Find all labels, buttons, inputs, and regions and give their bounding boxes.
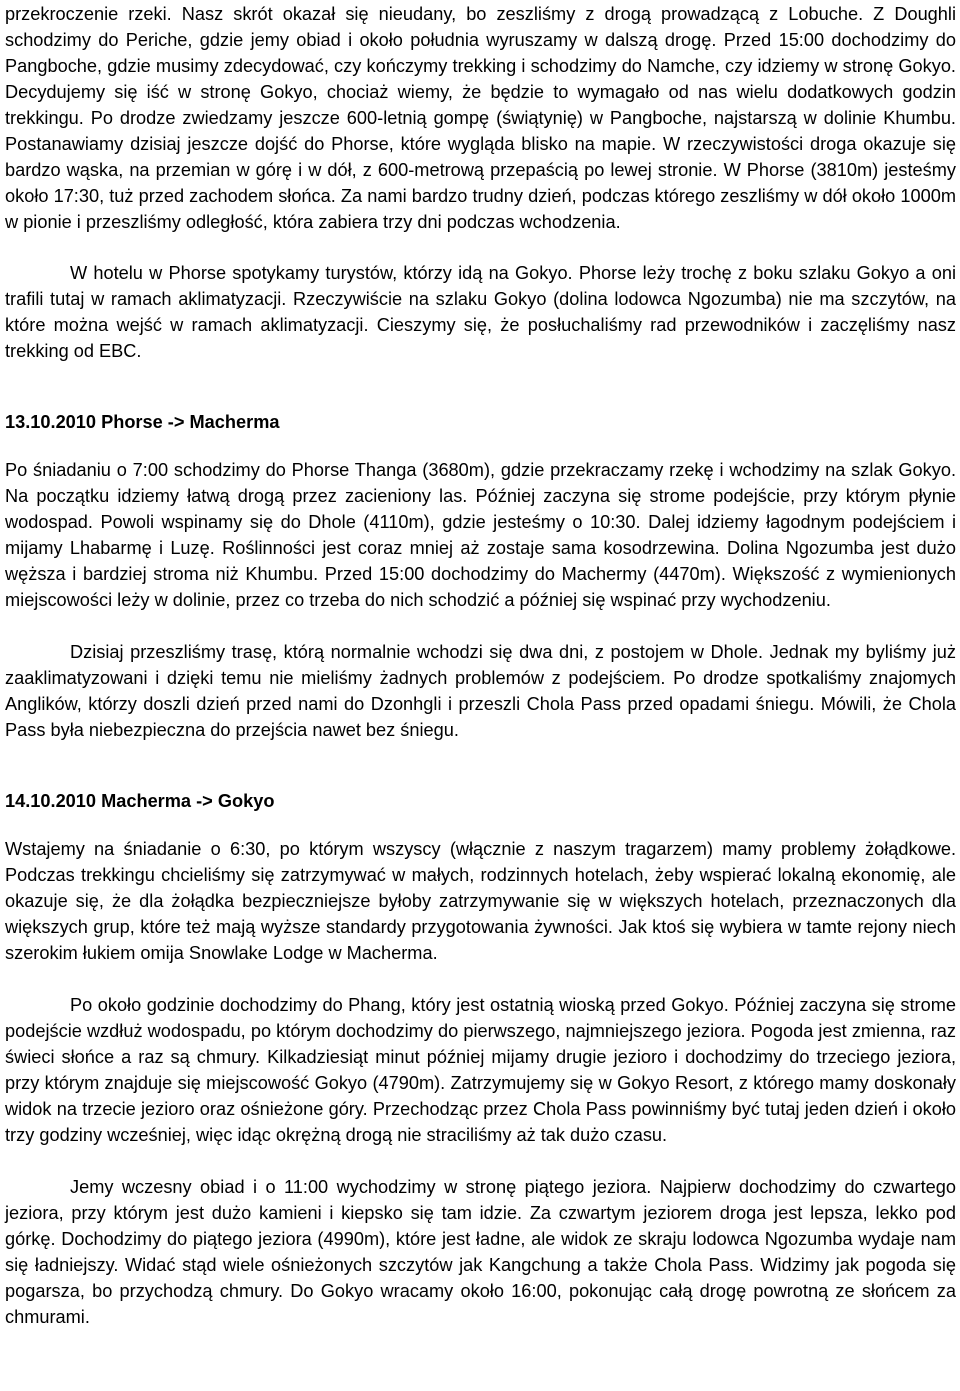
section-heading-13-10-2010: 13.10.2010 Phorse -> Macherma xyxy=(5,412,280,432)
paragraph-14-10-breakfast: Wstajemy na śniadanie o 6:30, po którym wszyscy (włącznie z naszym tragarzem) mamy problemy żołądkowe. Podczas trekkingu chcieliśmy się zatrzymywać w małych, rodzinnych hotelach, żeby wspierać lokalną ekonomię, ale okazuje się, że dla żołądka bezpieczniejsze byłoby zatrzymywanie się w większych hotelach, przeznaczonych dla większych grup, które też mają wyższe standardy przygotowania żywności. Jak ktoś się wybiera w tamte rejony niech szerokim łukiem omija Snowlake Lodge w Macherma. xyxy=(5,839,956,963)
section-heading-14-10-2010: 14.10.2010 Macherma -> Gokyo xyxy=(5,791,275,811)
paragraph-14-10-fifth-lake: Jemy wczesny obiad i o 11:00 wychodzimy w stronę piątego jeziora. Najpierw dochodzimy do czwartego jeziora, przy którym jest dużo kamieni i kiepsko się tam idzie. Za czwartym jeziorem droga jest lepsza, lekko pod górkę. Dochodzimy do piątego jeziora (4990m), które jest ładne, ale widok ze skraju lodowca Ngozumba wydaje nam się ładniejszy. Widać stąd wiele ośnieżonych szczytów jak Kangchung a także Chola Pass. Widzimy jak pogoda się pogarsza, bo przychodzą chmury. Do Gokyo wracamy około 16:00, pokonując całą drogę powrotną ze słońcem za chmurami. xyxy=(5,1177,956,1327)
paragraph-14-10-gokyo: Po około godzinie dochodzimy do Phang, który jest ostatnią wioską przed Gokyo. Później zaczyna się strome podejście wzdłuż wodospadu, po którym dochodzimy do pierwszego, najmniejszego jeziora. Pogoda jest zmienna, raz świeci słońce a raz są chmury. Kilkadziesiąt minut później mijamy drugie jezioro i dochodzimy do trzeciego jeziora, przy którym znajduje się miejscowość Gokyo (4790m). Zatrzymujemy się w Gokyo Resort, z którego mamy doskonały widok na trzecie jezioro oraz ośnieżone góry. Przechodząc przez Chola Pass powinniśmy być tutaj jeden dzień i około trzy godziny wcześniej, więc idąc okrężną drogą nie straciliśmy aż tak dużo czasu. xyxy=(5,995,956,1145)
paragraph-continuation: przekroczenie rzeki. Nasz skrót okazał się nieudany, bo zeszliśmy z drogą prowadzącą z Lobuche. Z Doughli schodzimy do Periche, gdzie jemy obiad i około południa wyruszamy w dalszą drogę. Przed 15:00 dochodzimy do Pangboche, gdzie musimy zdecydować, czy kończymy trekking i schodzimy do Namche, czy idziemy w stronę Gokyo. Decydujemy się iść w stronę Gokyo, chociaż wiemy, że będzie to wymagało od nas wielu dodatkowych godzin trekkingu. Po drodze zwiedzamy jeszcze 600-letnią gompę (świątynię) w Pangboche, najstarszą w dolinie Khumbu. Postanawiamy dzisiaj jeszcze dojść do Phorse, które wygląda blisko na mapie. W rzeczywistości droga okazuje się bardzo wąska, na przemian w górę i w dół, z 600-metrową przepaścią po lewej stronie. W Phorse (3810m) jesteśmy około 17:30, tuż przed zachodem słońca. Za nami bardzo trudny dzień, podczas którego zeszliśmy w dół około 1000m w pionie i przeszliśmy odległość, która zabiera trzy dni podczas wchodzenia. xyxy=(5,4,956,232)
paragraph-hotel-phorse: W hotelu w Phorse spotykamy turystów, którzy idą na Gokyo. Phorse leży trochę z boku szlaku Gokyo a oni trafili tutaj w ramach aklimatyzacji. Rzeczywiście na szlaku Gokyo (dolina lodowca Ngozumba) nie ma szczytów, na które można wejść w ramach aklimatyzacji. Cieszymy się, że posłuchaliśmy rad przewodników i zaczęliśmy nasz trekking od EBC. xyxy=(5,263,956,361)
document-page xyxy=(5,0,956,1330)
paragraph-13-10-summary: Dzisiaj przeszliśmy trasę, którą normalnie wchodzi się dwa dni, z postojem w Dhole. Jednak my byliśmy już zaaklimatyzowani i dzięki temu nie mieliśmy żadnych problemów z podejściem. Po drodze spotkaliśmy znajomych Anglików, którzy doszli dzień przed nami do Dzonhgli i przeszli Chola Pass przed opadami śniegu. Mówili, że Chola Pass była niebezpieczna do przejścia nawet bez śniegu. xyxy=(5,642,956,740)
paragraph-13-10-morning: Po śniadaniu o 7:00 schodzimy do Phorse Thanga (3680m), gdzie przekraczamy rzekę i wchodzimy na szlak Gokyo. Na początku idziemy łatwą drogą przez zacieniony las. Później zaczyna się strome podejście, przy którym płynie wodospad. Powoli wspinamy się do Dhole (4110m), gdzie jesteśmy o 10:30. Dalej idziemy łagodnym podejściem i mijamy Lhabarmę i Luzę. Roślinności jest coraz mniej aż zostaje sama kosodrzewina. Dolina Ngozumba jest dużo węższa i bardziej stroma niż Khumbu. Przed 15:00 dochodzimy do Machermy (4470m). Większość z wymienionych miejscowości leży w dolinie, przez co trzeba do nich schodzić a później się wspinać przy wychodzeniu. xyxy=(5,460,956,610)
